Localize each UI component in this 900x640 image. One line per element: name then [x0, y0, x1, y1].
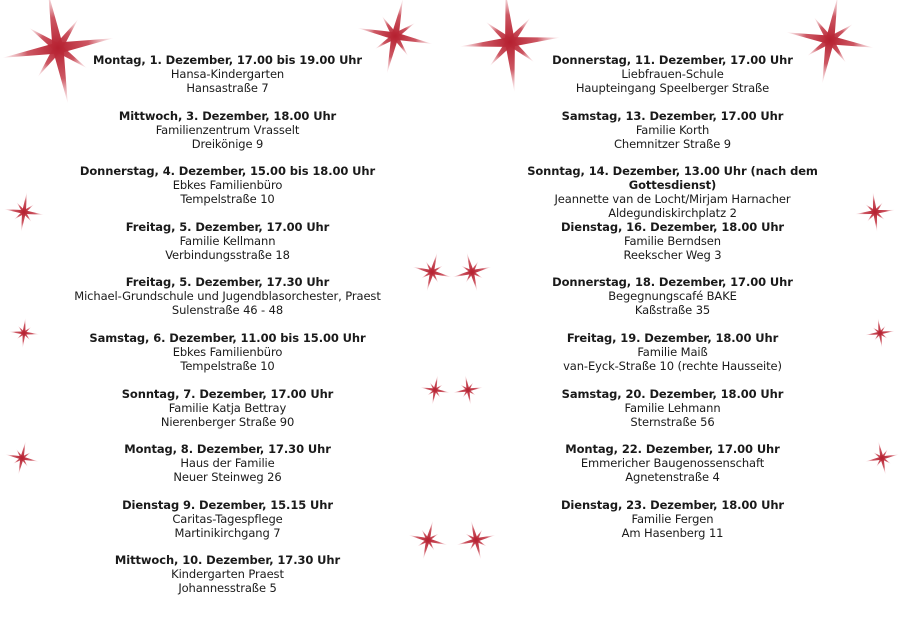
event-entry — [485, 220, 860, 276]
event-address: Johannesstraße 5 — [178, 581, 277, 596]
event-name: Emmericher Baugenossenschaft — [580, 456, 765, 471]
event-name: Familie Kellmann — [179, 233, 276, 248]
event-name: Familie Berndsen — [624, 233, 721, 248]
event-name: Haus der Familie — [180, 456, 275, 471]
event-date: Freitag, 19. Dezember, 18.00 Uhr — [566, 330, 779, 345]
event-date: Mittwoch, 10. Dezember, 17.30 Uhr — [114, 553, 341, 568]
event-address: Dreikönige 9 — [191, 136, 264, 151]
event-name: Ebkes Familienbüro — [172, 344, 283, 359]
event-address: Am Hasenberg 11 — [621, 525, 724, 540]
event-entry — [485, 442, 860, 498]
event-name: Familienzentrum Vrasselt — [155, 122, 300, 137]
event-address: Verbindungsstraße 18 — [165, 247, 290, 262]
event-name: Familie Korth — [635, 122, 710, 137]
event-address: Haupteingang Speelberger Straße — [575, 81, 770, 95]
event-date: Samstag, 6. Dezember, 11.00 bis 15.00 Uhr — [89, 330, 366, 345]
event-name: Caritas-Tagespflege — [172, 511, 283, 526]
event-date: Mittwoch, 3. Dezember, 18.00 Uhr — [118, 108, 337, 123]
event-entry — [485, 109, 860, 165]
right-column — [485, 53, 860, 553]
event-entry — [485, 387, 860, 443]
event-date: Donnerstag, 11. Dezember, 17.00 Uhr — [552, 53, 793, 67]
event-address: Kaßstraße 35 — [634, 303, 711, 318]
star-icon — [862, 438, 900, 478]
event-entry — [40, 331, 415, 387]
event-address: Sulenstraße 46 - 48 — [171, 303, 284, 318]
event-name: Liebfrauen-Schule — [621, 67, 724, 81]
event-date: Donnerstag, 18. Dezember, 17.00 Uhr — [552, 275, 793, 290]
event-address: Tempelstraße 10 — [180, 358, 275, 373]
event-entry — [485, 53, 860, 109]
event-entry — [40, 442, 415, 498]
event-date: Samstag, 13. Dezember, 17.00 Uhr — [561, 108, 784, 123]
event-date: Donnerstag, 4. Dezember, 15.00 bis 18.00 Uhr — [79, 164, 376, 179]
star-icon — [418, 373, 453, 408]
event-date: Dienstag, 23. Dezember, 18.00 Uhr — [560, 497, 785, 512]
event-name: Jeannette van de Locht/Mirjam Harnacher — [554, 192, 791, 207]
event-date: Montag, 1. Dezember, 17.00 bis 19.00 Uhr — [93, 53, 362, 67]
event-address: Chemnitzer Straße 9 — [613, 136, 732, 151]
event-date: Montag, 22. Dezember, 17.00 Uhr — [565, 442, 780, 457]
event-entry — [40, 220, 415, 276]
event-address: Sternstraße 56 — [630, 414, 715, 429]
event-address: Aldegundiskirchplatz 2 — [608, 206, 737, 221]
event-date: Sonntag, 14. Dezember, 13.00 Uhr (nach dem Gottesdienst) — [527, 164, 818, 193]
event-name: Hansa-Kindergarten — [170, 67, 285, 81]
event-entry — [40, 109, 415, 165]
event-name: Familie Lehmann — [624, 400, 721, 415]
star-icon — [451, 373, 486, 408]
event-address: Nierenberger Straße 90 — [160, 414, 295, 429]
event-date: Dienstag, 16. Dezember, 18.00 Uhr — [560, 219, 785, 234]
left-column — [40, 53, 415, 609]
star-icon — [863, 316, 897, 350]
event-date: Samstag, 20. Dezember, 18.00 Uhr — [561, 386, 784, 401]
event-entry — [40, 387, 415, 443]
star-icon — [2, 438, 42, 478]
event-name: Kindergarten Praest — [171, 567, 284, 582]
event-entry — [485, 331, 860, 387]
event-address: Agnetenstraße 4 — [625, 470, 720, 485]
event-name: Begegnungscafé BAKE — [608, 289, 737, 304]
event-date: Freitag, 5. Dezember, 17.30 Uhr — [125, 275, 330, 290]
event-entry — [40, 53, 415, 109]
event-address: Tempelstraße 10 — [180, 192, 275, 207]
event-date: Sonntag, 7. Dezember, 17.00 Uhr — [121, 386, 334, 401]
event-name: Familie Maiß — [637, 344, 708, 359]
event-entry — [40, 275, 415, 331]
star-icon — [8, 317, 41, 350]
event-entry — [485, 498, 860, 554]
event-address: Reekscher Weg 3 — [623, 247, 722, 262]
event-address: Neuer Steinweg 26 — [173, 470, 282, 485]
event-name: Familie Fergen — [631, 511, 714, 526]
event-date: Freitag, 5. Dezember, 17.00 Uhr — [125, 219, 330, 234]
event-address: Hansastraße 7 — [186, 81, 269, 95]
event-address: van-Eyck-Straße 10 (rechte Hausseite) — [563, 358, 782, 373]
event-address: Martinikirchgang 7 — [174, 525, 281, 540]
event-name: Michael-Grundschule und Jugendblasorchester, Praest — [74, 289, 381, 304]
event-entry — [40, 498, 415, 554]
event-name: Familie Katja Bettray — [168, 400, 287, 415]
event-name: Ebkes Familienbüro — [172, 178, 283, 193]
event-date: Dienstag 9. Dezember, 15.15 Uhr — [122, 497, 333, 512]
event-entry — [40, 553, 415, 609]
event-entry — [40, 164, 415, 220]
event-entry — [485, 275, 860, 331]
event-entry — [485, 164, 860, 220]
event-date: Montag, 8. Dezember, 17.30 Uhr — [124, 442, 331, 457]
